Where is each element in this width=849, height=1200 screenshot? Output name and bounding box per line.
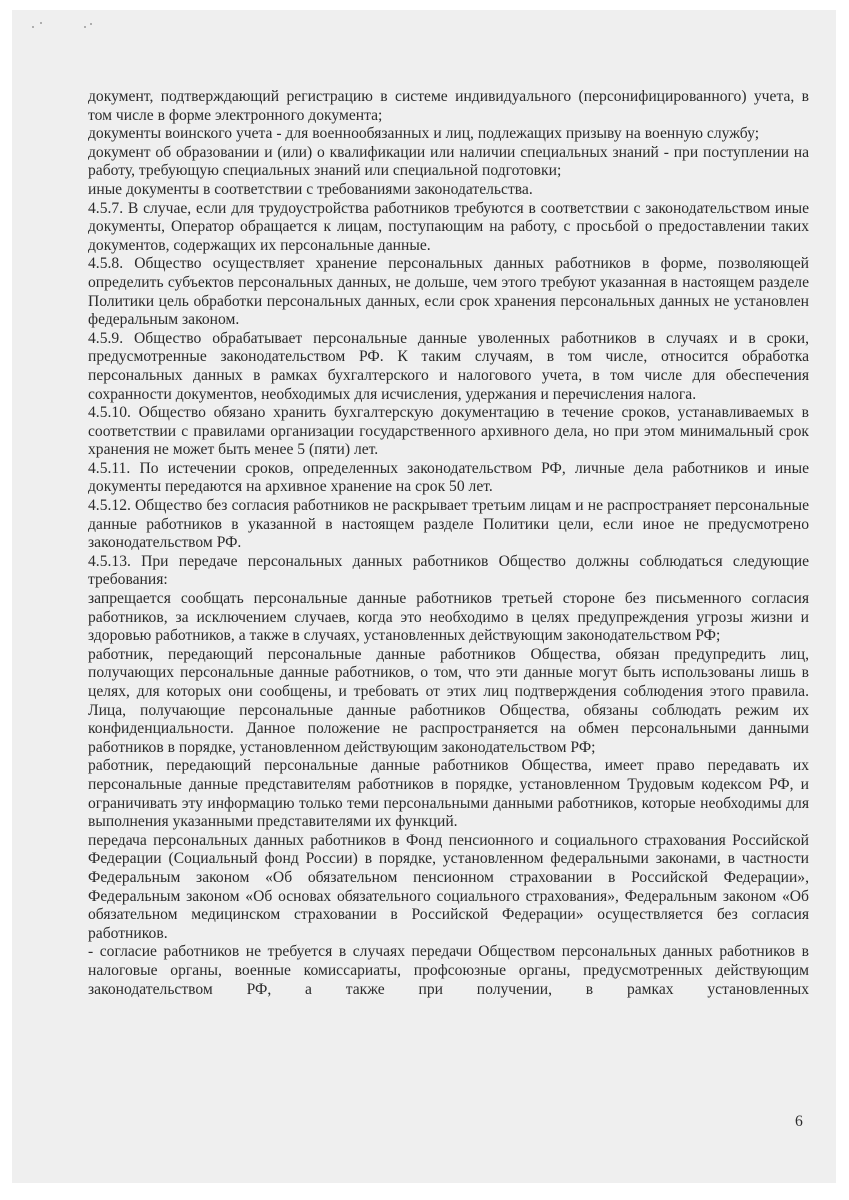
clause-4-5-13: 4.5.13. При передаче персональных данных работников Общество должны соблюдаться следующие требования:: [88, 552, 809, 589]
clause-4-5-8: 4.5.8. Общество осуществляет хранение персональных данных работников в форме, позволяющей определить субъектов персональных данных, не дольше, чем этого требуют указанная в настоящем разделе Политики цель обработки персональных данных, если срок хранения персональных данных не установлен федеральным законом.: [88, 255, 809, 329]
clause-4-5-11: 4.5.11. По истечении сроков, определенных законодательством РФ, личные дела работников и иные документы передаются на архивное хранение на срок 50 лет.: [88, 459, 809, 496]
clause-4-5-7: 4.5.7. В случае, если для трудоустройства работников требуются в соответствии с законодательством иные документы, Оператор обращается к лицам, поступающим на работу, с просьбой о предоставлении таких документов, содержащих их персональные данные.: [88, 199, 809, 254]
page-number: 6: [795, 1113, 803, 1130]
requirement-social-fund: передача персональных данных работников в Фонд пенсионного и социального страхования Российской Федерации (Социальный фонд России) в порядке, установленном федеральными законами, в частности Федеральным законом «Об обязательном пенсионном страховании в Российской Федерации», Федеральным законом «Об основах обязательного социального страхования», Федеральным законом «Об обязательном медицинском страховании в Российской Федерации» осуществляется без согласия работников.: [88, 831, 809, 942]
paragraph-education-docs: документ об образовании и (или) о квалификации или наличии специальных знаний - при поступлении на работу, требующую специальных знаний или специальной подготовки;: [88, 143, 809, 180]
paragraph-military-docs: документы воинского учета - для военнообязанных и лиц, подлежащих призыву на военную службу;: [88, 125, 760, 143]
scan-specks: [30, 22, 90, 32]
requirement-warn: работник, передающий персональные данные работников Общества, обязан предупредить лиц, получающих персональные данные работников, о том, что эти данные могут быть использованы лишь в целях, для которых они сообщены, и требовать от этих лиц подтверждения соблюдения этого правила. Лица, получающие персональные данные работников Общества, обязаны соблюдать режим их конфиденциальности. Данное положение не распространяется на обмен персональными данными работников в порядке, установленном действующим законодательством РФ;: [88, 645, 809, 756]
document-body: [88, 88, 809, 999]
clause-4-5-12: 4.5.12. Общество без согласия работников не раскрывает третьим лицам и не распространяет персональные данные работников в указанной в настоящем разделе Политики цели, если иное не предусмотрено законодательством РФ.: [88, 497, 809, 552]
paragraph-other-docs: иные документы в соответствии с требованиями законодательства.: [88, 180, 533, 198]
clause-4-5-10: 4.5.10. Общество обязано хранить бухгалтерскую документацию в течение сроков, устанавливаемых в соответствии с правилами организации государственного архивного дела, но при этом минимальный срок хранения не может быть менее 5 (пяти) лет.: [88, 404, 809, 459]
paragraph-doc-registration: документ, подтверждающий регистрацию в системе индивидуального (персонифицированного) учета, в том числе в форме электронного документа;: [88, 88, 809, 124]
requirement-representatives: работник, передающий персональные данные работников Общества, имеет право передавать их персональные данные представителям работников в порядке, установленном Трудовым кодексом РФ, и ограничивать эту информацию только теми персональными данными работников, которые необходимы для выполнения указанными представителями их функций.: [88, 757, 809, 831]
clause-4-5-9: 4.5.9. Общество обрабатывает персональные данные уволенных работников в случаях и в сроки, предусмотренные законодательством РФ. К таким случаям, в том числе, относится обработка персональных данных в рамках бухгалтерского и налогового учета, в том числе для обеспечения сохранности документов, необходимых для исчисления, удержания и перечисления налога.: [88, 329, 809, 403]
requirement-consent-not-required: - согласие работников не требуется в случаях передачи Обществом персональных данных работников в налоговые органы, военные комиссариаты, профсоюзные органы, предусмотренных действующим законодательством РФ, а также при получении, в рамках установленных: [88, 943, 809, 998]
requirement-prohibited: запрещается сообщать персональные данные работников третьей стороне без письменного согласия работников, за исключением случаев, когда это необходимо в целях предупреждения угрозы жизни и здоровью работников, а также в случаях, установленных действующим законодательством РФ;: [88, 590, 809, 645]
